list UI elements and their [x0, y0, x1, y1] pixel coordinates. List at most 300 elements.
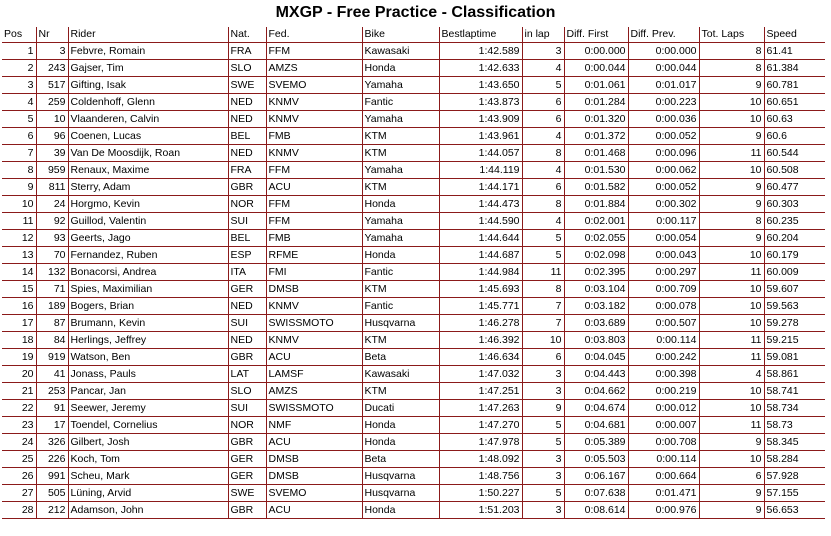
cell-pos: 28 [2, 502, 36, 519]
cell-fed: FMB [266, 230, 362, 247]
cell-nat: GBR [228, 502, 266, 519]
cell-bestlaptime: 1:47.978 [439, 434, 522, 451]
cell-bestlaptime: 1:44.644 [439, 230, 522, 247]
cell-rider: Vlaanderen, Calvin [68, 111, 228, 128]
cell-diff-prev: 0:00.062 [628, 162, 699, 179]
cell-bike: KTM [362, 332, 439, 349]
cell-bike: Fantic [362, 94, 439, 111]
cell-bestlaptime: 1:46.278 [439, 315, 522, 332]
cell-diff-first: 0:04.674 [564, 400, 628, 417]
cell-tot-laps: 9 [699, 77, 764, 94]
cell-diff-first: 0:02.001 [564, 213, 628, 230]
cell-in-lap: 6 [522, 94, 564, 111]
cell-in-lap: 8 [522, 145, 564, 162]
cell-bestlaptime: 1:46.634 [439, 349, 522, 366]
cell-rider: Seewer, Jeremy [68, 400, 228, 417]
cell-bike: KTM [362, 179, 439, 196]
cell-rider: Van De Moosdijk, Roan [68, 145, 228, 162]
cell-fed: KNMV [266, 298, 362, 315]
header-pos: Pos [2, 27, 36, 43]
cell-tot-laps: 9 [699, 196, 764, 213]
cell-diff-prev: 0:00.096 [628, 145, 699, 162]
cell-diff-first: 0:01.468 [564, 145, 628, 162]
cell-in-lap: 5 [522, 417, 564, 434]
cell-bestlaptime: 1:46.392 [439, 332, 522, 349]
cell-nr: 70 [36, 247, 68, 264]
cell-nr: 92 [36, 213, 68, 230]
cell-speed: 60.508 [764, 162, 825, 179]
cell-diff-first: 0:00.000 [564, 43, 628, 60]
table-row [2, 417, 825, 434]
cell-nat: BEL [228, 128, 266, 145]
cell-speed: 59.215 [764, 332, 825, 349]
cell-tot-laps: 10 [699, 111, 764, 128]
cell-nr: 226 [36, 451, 68, 468]
cell-diff-first: 0:04.045 [564, 349, 628, 366]
cell-bike: Honda [362, 60, 439, 77]
cell-in-lap: 5 [522, 434, 564, 451]
cell-diff-first: 0:05.389 [564, 434, 628, 451]
table-row [2, 43, 825, 60]
cell-diff-prev: 0:00.114 [628, 332, 699, 349]
cell-diff-prev: 0:00.012 [628, 400, 699, 417]
table-row [2, 434, 825, 451]
cell-nat: GBR [228, 349, 266, 366]
table-row [2, 179, 825, 196]
cell-fed: NMF [266, 417, 362, 434]
cell-in-lap: 9 [522, 400, 564, 417]
cell-bike: Husqvarna [362, 485, 439, 502]
cell-bestlaptime: 1:45.771 [439, 298, 522, 315]
cell-pos: 12 [2, 230, 36, 247]
cell-nr: 212 [36, 502, 68, 519]
cell-diff-first: 0:02.098 [564, 247, 628, 264]
cell-in-lap: 5 [522, 485, 564, 502]
cell-diff-first: 0:01.284 [564, 94, 628, 111]
cell-bike: KTM [362, 383, 439, 400]
cell-speed: 57.928 [764, 468, 825, 485]
header-fed: Fed. [266, 27, 362, 43]
cell-bestlaptime: 1:48.756 [439, 468, 522, 485]
cell-bike: Yamaha [362, 230, 439, 247]
cell-nr: 991 [36, 468, 68, 485]
cell-diff-prev: 0:00.000 [628, 43, 699, 60]
cell-bestlaptime: 1:43.909 [439, 111, 522, 128]
cell-tot-laps: 10 [699, 281, 764, 298]
cell-in-lap: 8 [522, 281, 564, 298]
table-row [2, 315, 825, 332]
cell-nr: 71 [36, 281, 68, 298]
cell-fed: FFM [266, 196, 362, 213]
cell-bestlaptime: 1:44.473 [439, 196, 522, 213]
cell-bike: Fantic [362, 298, 439, 315]
table-row [2, 264, 825, 281]
cell-speed: 60.651 [764, 94, 825, 111]
cell-diff-prev: 0:00.219 [628, 383, 699, 400]
cell-diff-prev: 0:01.471 [628, 485, 699, 502]
cell-speed: 60.235 [764, 213, 825, 230]
cell-fed: SVEMO [266, 485, 362, 502]
cell-nat: GER [228, 451, 266, 468]
cell-speed: 58.73 [764, 417, 825, 434]
cell-nr: 517 [36, 77, 68, 94]
cell-tot-laps: 8 [699, 213, 764, 230]
cell-fed: SWISSMOTO [266, 400, 362, 417]
cell-nat: NED [228, 111, 266, 128]
cell-fed: FFM [266, 213, 362, 230]
cell-speed: 61.384 [764, 60, 825, 77]
cell-diff-prev: 0:00.078 [628, 298, 699, 315]
cell-pos: 21 [2, 383, 36, 400]
cell-pos: 13 [2, 247, 36, 264]
cell-nat: SUI [228, 400, 266, 417]
cell-bestlaptime: 1:50.227 [439, 485, 522, 502]
cell-bike: Husqvarna [362, 468, 439, 485]
cell-pos: 19 [2, 349, 36, 366]
cell-in-lap: 3 [522, 502, 564, 519]
cell-pos: 3 [2, 77, 36, 94]
cell-nat: NED [228, 332, 266, 349]
table-row [2, 468, 825, 485]
cell-pos: 5 [2, 111, 36, 128]
cell-bestlaptime: 1:44.057 [439, 145, 522, 162]
cell-diff-prev: 0:00.036 [628, 111, 699, 128]
cell-fed: AMZS [266, 383, 362, 400]
cell-tot-laps: 10 [699, 247, 764, 264]
cell-speed: 58.734 [764, 400, 825, 417]
table-row [2, 349, 825, 366]
cell-in-lap: 8 [522, 196, 564, 213]
table-row [2, 366, 825, 383]
cell-bestlaptime: 1:43.961 [439, 128, 522, 145]
cell-speed: 58.345 [764, 434, 825, 451]
cell-in-lap: 7 [522, 298, 564, 315]
cell-tot-laps: 9 [699, 230, 764, 247]
cell-nat: SWE [228, 77, 266, 94]
cell-in-lap: 11 [522, 264, 564, 281]
cell-nat: NED [228, 298, 266, 315]
table-row [2, 298, 825, 315]
cell-rider: Gifting, Isak [68, 77, 228, 94]
cell-fed: AMZS [266, 60, 362, 77]
cell-nr: 39 [36, 145, 68, 162]
cell-in-lap: 6 [522, 349, 564, 366]
cell-rider: Brumann, Kevin [68, 315, 228, 332]
cell-bike: Beta [362, 451, 439, 468]
cell-speed: 57.155 [764, 485, 825, 502]
cell-tot-laps: 10 [699, 451, 764, 468]
table-body [2, 43, 825, 519]
cell-bestlaptime: 1:44.687 [439, 247, 522, 264]
table-row [2, 111, 825, 128]
cell-pos: 26 [2, 468, 36, 485]
cell-tot-laps: 8 [699, 60, 764, 77]
cell-in-lap: 5 [522, 77, 564, 94]
cell-bestlaptime: 1:42.589 [439, 43, 522, 60]
cell-nat: LAT [228, 366, 266, 383]
cell-fed: KNMV [266, 332, 362, 349]
cell-in-lap: 5 [522, 230, 564, 247]
cell-rider: Herlings, Jeffrey [68, 332, 228, 349]
cell-diff-first: 0:03.104 [564, 281, 628, 298]
cell-pos: 24 [2, 434, 36, 451]
cell-bestlaptime: 1:47.263 [439, 400, 522, 417]
header-tot-laps: Tot. Laps [699, 27, 764, 43]
cell-bike: Yamaha [362, 213, 439, 230]
cell-pos: 16 [2, 298, 36, 315]
cell-fed: FFM [266, 43, 362, 60]
cell-diff-first: 0:02.055 [564, 230, 628, 247]
cell-diff-first: 0:04.681 [564, 417, 628, 434]
cell-diff-prev: 0:00.507 [628, 315, 699, 332]
cell-pos: 2 [2, 60, 36, 77]
table-row [2, 332, 825, 349]
cell-rider: Koch, Tom [68, 451, 228, 468]
cell-nat: FRA [228, 43, 266, 60]
cell-speed: 56.653 [764, 502, 825, 519]
header-diff-first: Diff. First [564, 27, 628, 43]
header-rider: Rider [68, 27, 228, 43]
cell-diff-prev: 0:00.043 [628, 247, 699, 264]
table-row [2, 247, 825, 264]
cell-tot-laps: 4 [699, 366, 764, 383]
cell-nat: NED [228, 145, 266, 162]
cell-nr: 326 [36, 434, 68, 451]
cell-rider: Febvre, Romain [68, 43, 228, 60]
cell-bike: Yamaha [362, 111, 439, 128]
cell-nr: 96 [36, 128, 68, 145]
cell-bike: Yamaha [362, 77, 439, 94]
cell-in-lap: 6 [522, 111, 564, 128]
cell-bestlaptime: 1:44.119 [439, 162, 522, 179]
cell-nat: SUI [228, 213, 266, 230]
cell-speed: 60.781 [764, 77, 825, 94]
cell-fed: DMSB [266, 281, 362, 298]
cell-tot-laps: 10 [699, 315, 764, 332]
cell-diff-prev: 0:00.976 [628, 502, 699, 519]
cell-diff-first: 0:08.614 [564, 502, 628, 519]
cell-in-lap: 4 [522, 60, 564, 77]
table-row [2, 77, 825, 94]
table-row [2, 60, 825, 77]
cell-pos: 25 [2, 451, 36, 468]
cell-nat: SLO [228, 60, 266, 77]
cell-tot-laps: 9 [699, 434, 764, 451]
cell-nr: 919 [36, 349, 68, 366]
cell-tot-laps: 11 [699, 417, 764, 434]
cell-fed: KNMV [266, 111, 362, 128]
cell-rider: Bonacorsi, Andrea [68, 264, 228, 281]
header-bestlaptime: Bestlaptime [439, 27, 522, 43]
cell-fed: KNMV [266, 94, 362, 111]
cell-pos: 22 [2, 400, 36, 417]
cell-bike: Honda [362, 247, 439, 264]
cell-speed: 60.544 [764, 145, 825, 162]
cell-in-lap: 3 [522, 451, 564, 468]
cell-fed: ACU [266, 179, 362, 196]
cell-pos: 27 [2, 485, 36, 502]
cell-rider: Coldenhoff, Glenn [68, 94, 228, 111]
cell-fed: FMI [266, 264, 362, 281]
cell-fed: ACU [266, 349, 362, 366]
cell-nat: FRA [228, 162, 266, 179]
cell-diff-first: 0:01.320 [564, 111, 628, 128]
cell-tot-laps: 11 [699, 264, 764, 281]
cell-rider: Gilbert, Josh [68, 434, 228, 451]
table-row [2, 128, 825, 145]
cell-bestlaptime: 1:43.650 [439, 77, 522, 94]
cell-diff-prev: 0:00.398 [628, 366, 699, 383]
cell-in-lap: 3 [522, 366, 564, 383]
cell-diff-prev: 0:00.708 [628, 434, 699, 451]
cell-bike: Ducati [362, 400, 439, 417]
cell-pos: 1 [2, 43, 36, 60]
cell-bike: Honda [362, 502, 439, 519]
cell-nr: 132 [36, 264, 68, 281]
cell-diff-prev: 0:00.664 [628, 468, 699, 485]
cell-nat: NOR [228, 196, 266, 213]
cell-tot-laps: 10 [699, 162, 764, 179]
cell-bestlaptime: 1:43.873 [439, 94, 522, 111]
cell-nat: ITA [228, 264, 266, 281]
cell-diff-prev: 0:00.114 [628, 451, 699, 468]
cell-nat: SUI [228, 315, 266, 332]
cell-pos: 9 [2, 179, 36, 196]
cell-bestlaptime: 1:45.693 [439, 281, 522, 298]
cell-bike: Kawasaki [362, 366, 439, 383]
cell-rider: Guillod, Valentin [68, 213, 228, 230]
cell-bestlaptime: 1:48.092 [439, 451, 522, 468]
table-row [2, 213, 825, 230]
cell-bestlaptime: 1:44.171 [439, 179, 522, 196]
cell-fed: LAMSF [266, 366, 362, 383]
cell-nr: 253 [36, 383, 68, 400]
table-row [2, 451, 825, 468]
header-diff-prev: Diff. Prev. [628, 27, 699, 43]
cell-nat: GBR [228, 434, 266, 451]
cell-speed: 58.741 [764, 383, 825, 400]
cell-nr: 17 [36, 417, 68, 434]
cell-tot-laps: 9 [699, 179, 764, 196]
cell-tot-laps: 11 [699, 145, 764, 162]
cell-diff-first: 0:01.061 [564, 77, 628, 94]
cell-nat: NED [228, 94, 266, 111]
cell-rider: Sterry, Adam [68, 179, 228, 196]
cell-bike: KTM [362, 128, 439, 145]
cell-diff-prev: 0:01.017 [628, 77, 699, 94]
cell-nr: 41 [36, 366, 68, 383]
cell-bestlaptime: 1:47.251 [439, 383, 522, 400]
cell-diff-prev: 0:00.044 [628, 60, 699, 77]
cell-speed: 59.081 [764, 349, 825, 366]
cell-in-lap: 7 [522, 315, 564, 332]
cell-bike: Beta [362, 349, 439, 366]
cell-diff-prev: 0:00.007 [628, 417, 699, 434]
cell-tot-laps: 9 [699, 502, 764, 519]
cell-nr: 87 [36, 315, 68, 332]
cell-tot-laps: 11 [699, 349, 764, 366]
table-row [2, 162, 825, 179]
cell-nat: BEL [228, 230, 266, 247]
cell-fed: KNMV [266, 145, 362, 162]
cell-diff-prev: 0:00.709 [628, 281, 699, 298]
cell-speed: 60.63 [764, 111, 825, 128]
cell-rider: Fernandez, Ruben [68, 247, 228, 264]
cell-bike: Yamaha [362, 162, 439, 179]
cell-diff-prev: 0:00.054 [628, 230, 699, 247]
cell-nr: 10 [36, 111, 68, 128]
cell-diff-first: 0:06.167 [564, 468, 628, 485]
cell-diff-first: 0:04.443 [564, 366, 628, 383]
cell-rider: Lüning, Arvid [68, 485, 228, 502]
cell-nr: 243 [36, 60, 68, 77]
table-row [2, 230, 825, 247]
cell-diff-first: 0:01.530 [564, 162, 628, 179]
cell-tot-laps: 11 [699, 332, 764, 349]
cell-tot-laps: 6 [699, 468, 764, 485]
cell-bestlaptime: 1:42.633 [439, 60, 522, 77]
cell-rider: Coenen, Lucas [68, 128, 228, 145]
header-bike: Bike [362, 27, 439, 43]
cell-fed: RFME [266, 247, 362, 264]
cell-bestlaptime: 1:51.203 [439, 502, 522, 519]
header-nr: Nr [36, 27, 68, 43]
cell-diff-first: 0:07.638 [564, 485, 628, 502]
cell-diff-first: 0:05.503 [564, 451, 628, 468]
cell-bike: KTM [362, 281, 439, 298]
cell-diff-prev: 0:00.223 [628, 94, 699, 111]
cell-in-lap: 10 [522, 332, 564, 349]
cell-rider: Geerts, Jago [68, 230, 228, 247]
cell-bestlaptime: 1:47.032 [439, 366, 522, 383]
cell-diff-first: 0:02.395 [564, 264, 628, 281]
cell-bestlaptime: 1:44.984 [439, 264, 522, 281]
table-row [2, 502, 825, 519]
cell-fed: DMSB [266, 468, 362, 485]
cell-bike: Honda [362, 196, 439, 213]
cell-diff-prev: 0:00.297 [628, 264, 699, 281]
cell-speed: 59.607 [764, 281, 825, 298]
cell-rider: Gajser, Tim [68, 60, 228, 77]
cell-pos: 4 [2, 94, 36, 111]
cell-speed: 60.179 [764, 247, 825, 264]
cell-bike: Husqvarna [362, 315, 439, 332]
cell-rider: Pancar, Jan [68, 383, 228, 400]
cell-nat: GER [228, 281, 266, 298]
cell-speed: 60.6 [764, 128, 825, 145]
cell-tot-laps: 10 [699, 94, 764, 111]
cell-tot-laps: 10 [699, 298, 764, 315]
cell-speed: 60.477 [764, 179, 825, 196]
cell-diff-first: 0:01.372 [564, 128, 628, 145]
cell-pos: 17 [2, 315, 36, 332]
table-row [2, 94, 825, 111]
cell-speed: 59.563 [764, 298, 825, 315]
classification-table [2, 27, 825, 519]
cell-bike: Honda [362, 434, 439, 451]
cell-diff-first: 0:03.689 [564, 315, 628, 332]
cell-nat: GER [228, 468, 266, 485]
header-in-lap: in lap [522, 27, 564, 43]
cell-diff-prev: 0:00.117 [628, 213, 699, 230]
cell-pos: 6 [2, 128, 36, 145]
cell-speed: 58.284 [764, 451, 825, 468]
cell-nat: ESP [228, 247, 266, 264]
cell-pos: 10 [2, 196, 36, 213]
cell-diff-prev: 0:00.052 [628, 128, 699, 145]
cell-rider: Spies, Maximilian [68, 281, 228, 298]
cell-bike: Kawasaki [362, 43, 439, 60]
